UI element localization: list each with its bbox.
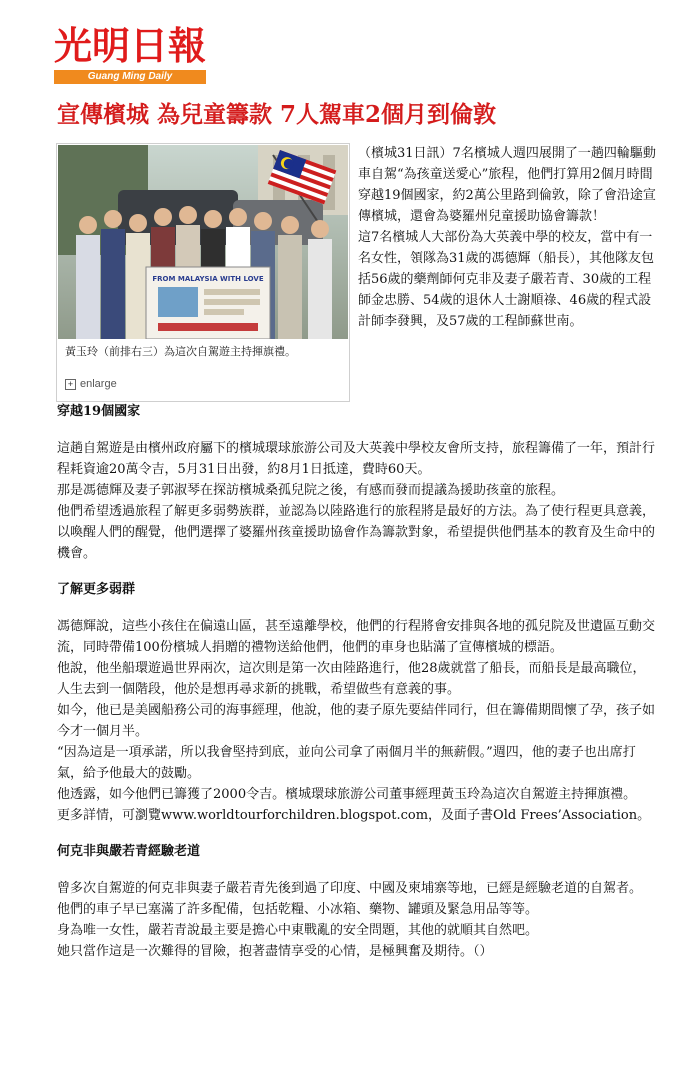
lead-paragraph: 這7名檳城人大部份為大英義中學的校友，當中有一名女性，領隊為31歲的馮德輝（船長），其他隊友包括56歲的藥劑師何克非及妻子嚴若青、30歲的工程師金忠勝、54歲的退休人士謝順祿、46歲的程式設計師李發興，及57歲的工程師蘇世南。 (358, 230, 655, 329)
body-paragraph: 這趟自駕遊是由檳州政府屬下的檳城環球旅游公司及大英義中學校友會所支持，旅程籌備了一年，預計行程耗資逾20萬令吉，5月31日出發，約8月1日抵達，費時60天。 (57, 441, 656, 477)
section-heading: 了解更多弱群 (57, 582, 136, 597)
body-paragraph: 如今，他已是美國船務公司的海事經理，他說，他的妻子原先要結伴同行，但在籌備期間懷了孕，孩子如今才一個月半。 (57, 703, 656, 739)
lead-paragraph: （檳城31日訊）7名檳城人週四展開了一趟四輪驅動車自駕“為孩童送愛心”旅程，他們打算用2個月時間穿越19個國家，約2萬公里路到倫敦，除了會沿途宣傳檳城，還會為婆羅州兒童援助協會籌款！ (358, 146, 656, 224)
masthead-logo (54, 24, 214, 84)
enlarge-link[interactable] (65, 378, 117, 390)
photo-figure (56, 143, 350, 402)
body-paragraph: 更多詳情，可瀏覽www.worldtourforchildren.blogspot.com，及面子書Old Frees’Association。 (57, 808, 651, 823)
masthead-subtitle: Guang Ming Daily (54, 70, 206, 84)
group-photo[interactable] (58, 145, 348, 339)
body-paragraph: “因為這是一項承諾，所以我會堅持到底，並向公司拿了兩個月半的無薪假。”週四，他的妻子也出席打氣，給予他最大的鼓勵。 (57, 745, 636, 781)
body-paragraph: 他們希望透過旅程了解更多弱勢族群，並認為以陸路進行的旅程將是最好的方法。為了使行程更具意義，以喚醒人們的醒覺，他們選擇了婆羅州孩童援助協會作為籌款對象，希望提供他們基本的教育及生命中的機會。 (57, 504, 656, 561)
body-paragraph: 他說，他坐船環遊過世界兩次，這次則是第一次由陸路進行，他28歲就當了船長，而船長是最高職位，人生去到一個階段，他於是想再尋求新的挑戰，希望做些有意義的事。 (57, 661, 646, 697)
body-paragraph: 身為唯一女性，嚴若青說最主要是擔心中東戰亂的安全問題，其他的就順其自然吧。 (57, 923, 539, 938)
masthead-title: 光明日報 (54, 24, 207, 68)
article-body (57, 402, 655, 962)
body-paragraph: 馮德輝說，這些小孩住在偏遠山區，甚至遠離學校，他們的行程將會安排與各地的孤兒院及世遺區互動交流，同時帶備100份檳城人捐贈的禮物送給他們，他們的車身也貼滿了宣傳檳城的標語。 (57, 619, 656, 655)
banner-text: FROM MALAYSIA WITH LOVE (152, 275, 264, 283)
plus-icon: + (65, 379, 76, 390)
enlarge-label: enlarge (80, 378, 117, 390)
body-paragraph: 他們的車子早已塞滿了許多配備，包括乾糧、小冰箱、藥物、罐頭及緊急用品等等。 (57, 902, 539, 917)
body-paragraph: 曾多次自駕遊的何克非與妻子嚴若青先後到過了印度、中國及柬埔寨等地，已經是經驗老道的自駕者。 (57, 881, 643, 896)
body-paragraph: 他透露，如今他們已籌獲了2000令吉。檳城環球旅游公司董事經理黃玉玲為這次自駕遊主持揮旗禮。 (57, 787, 637, 802)
body-paragraph: 她只當作這是一次難得的冒險，抱著盡情享受的心情，是極興奮及期待。（） (57, 944, 493, 959)
photo-illustration (58, 145, 348, 339)
section-heading: 穿越19個國家 (57, 404, 141, 419)
lead-text (358, 143, 658, 332)
photo-caption: 黃玉玲（前排右三）為這次自駕遊主持揮旗禮。 (65, 345, 296, 358)
body-paragraph: 那是馮德輝及妻子郭淑琴在探訪檳城桑孤兒院之後，有感而發而提議為援助孩童的旅程。 (57, 483, 565, 498)
article-headline: 宣傳檳城 為兒童籌款 7人駕車2個月到倫敦 (57, 101, 497, 128)
section-heading: 何克非與嚴若青經驗老道 (57, 844, 201, 859)
